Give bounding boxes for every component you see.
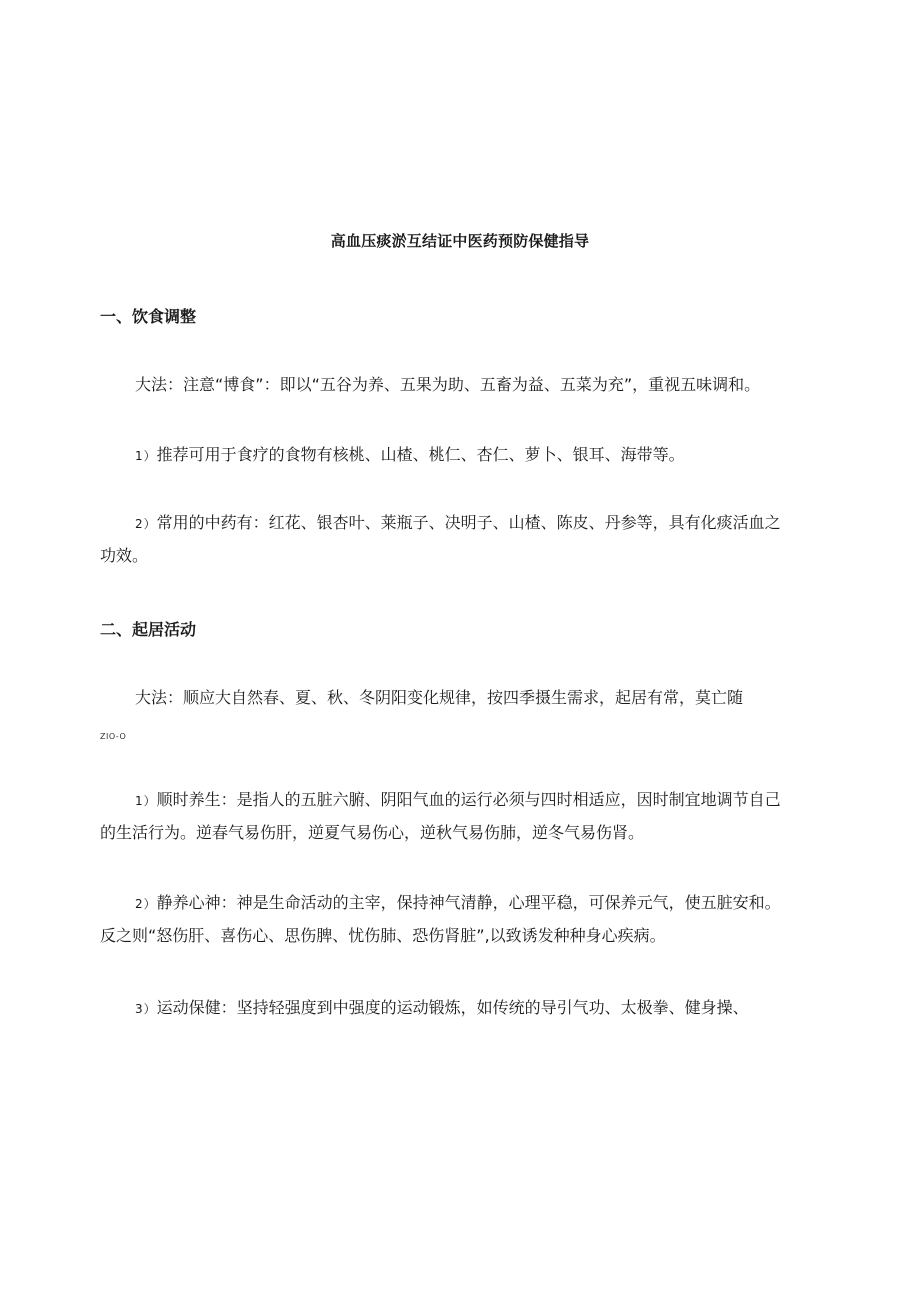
lifestyle-item-1-line-2: 的生活行为。逆春气易伤肝，逆夏气易伤心，逆秋气易伤肺，逆冬气易伤肾。 — [100, 823, 645, 842]
section-heading-diet: 一、饮食调整 — [100, 307, 197, 326]
item-number: 3） — [135, 1002, 157, 1016]
lifestyle-item-2-line-2: 反之则“怒伤肝、喜伤心、思伤脾、忧伤肺、恐伤肾脏”,以致诱发种种身心疾病。 — [100, 926, 666, 945]
section-heading-lifestyle: 二、起居活动 — [100, 620, 197, 639]
page-title: 高血压痰淤互结证中医药预防保健指导 — [330, 232, 590, 250]
item-number: 1） — [135, 794, 157, 808]
diet-principle-text: 大法：注意“博食”：即以“五谷为养、五果为助、五畜为益、五菜为充”，重视五味调和。 — [135, 375, 761, 394]
diet-item-2-text-1: 常用的中药有：红花、银杏叶、莱瓶子、决明子、山楂、陈皮、丹参等，具有化痰活血之 — [156, 513, 781, 532]
lifestyle-item-1 — [100, 784, 830, 848]
item-number: 2） — [135, 517, 157, 531]
lifestyle-item-3-text: 运动保健：坚持轻强度到中强度的运动锻炼，如传统的导引气功、太极拳、健身操、 — [156, 998, 749, 1017]
lifestyle-item-1-line-1 — [100, 784, 830, 817]
item-number: 1） — [135, 449, 157, 463]
lifestyle-item-2-line-1 — [100, 887, 830, 920]
diet-item-2-line-2: 功效。 — [100, 546, 149, 565]
lifestyle-item-1-text-1: 顺时养生：是指人的五脏六腑、阴阳气血的运行必须与四时相适应，因时制宜地调节自己 — [156, 790, 781, 809]
lifestyle-principle — [100, 682, 830, 713]
lifestyle-item-2 — [100, 887, 830, 951]
diet-item-1-text: 推荐可用于食疗的食物有核桃、山楂、桃仁、杏仁、萝卜、银耳、海带等。 — [156, 445, 685, 464]
diet-item-2-line-1 — [100, 507, 830, 540]
lifestyle-item-2-text-1: 静养心神：神是生命活动的主宰，保持神气清静，心理平稳，可保养元气，使五脏安和。 — [156, 893, 781, 912]
diet-item-1 — [100, 439, 830, 472]
lifestyle-principle-tail: ZIO-O — [100, 732, 127, 741]
diet-principle — [100, 369, 830, 400]
lifestyle-item-3 — [100, 992, 830, 1025]
lifestyle-principle-text: 大法：顺应大自然春、夏、秋、冬阴阳变化规律，按四季摄生需求，起居有常，莫亡随 — [135, 688, 744, 707]
diet-item-2 — [100, 507, 830, 571]
item-number: 2） — [135, 897, 157, 911]
